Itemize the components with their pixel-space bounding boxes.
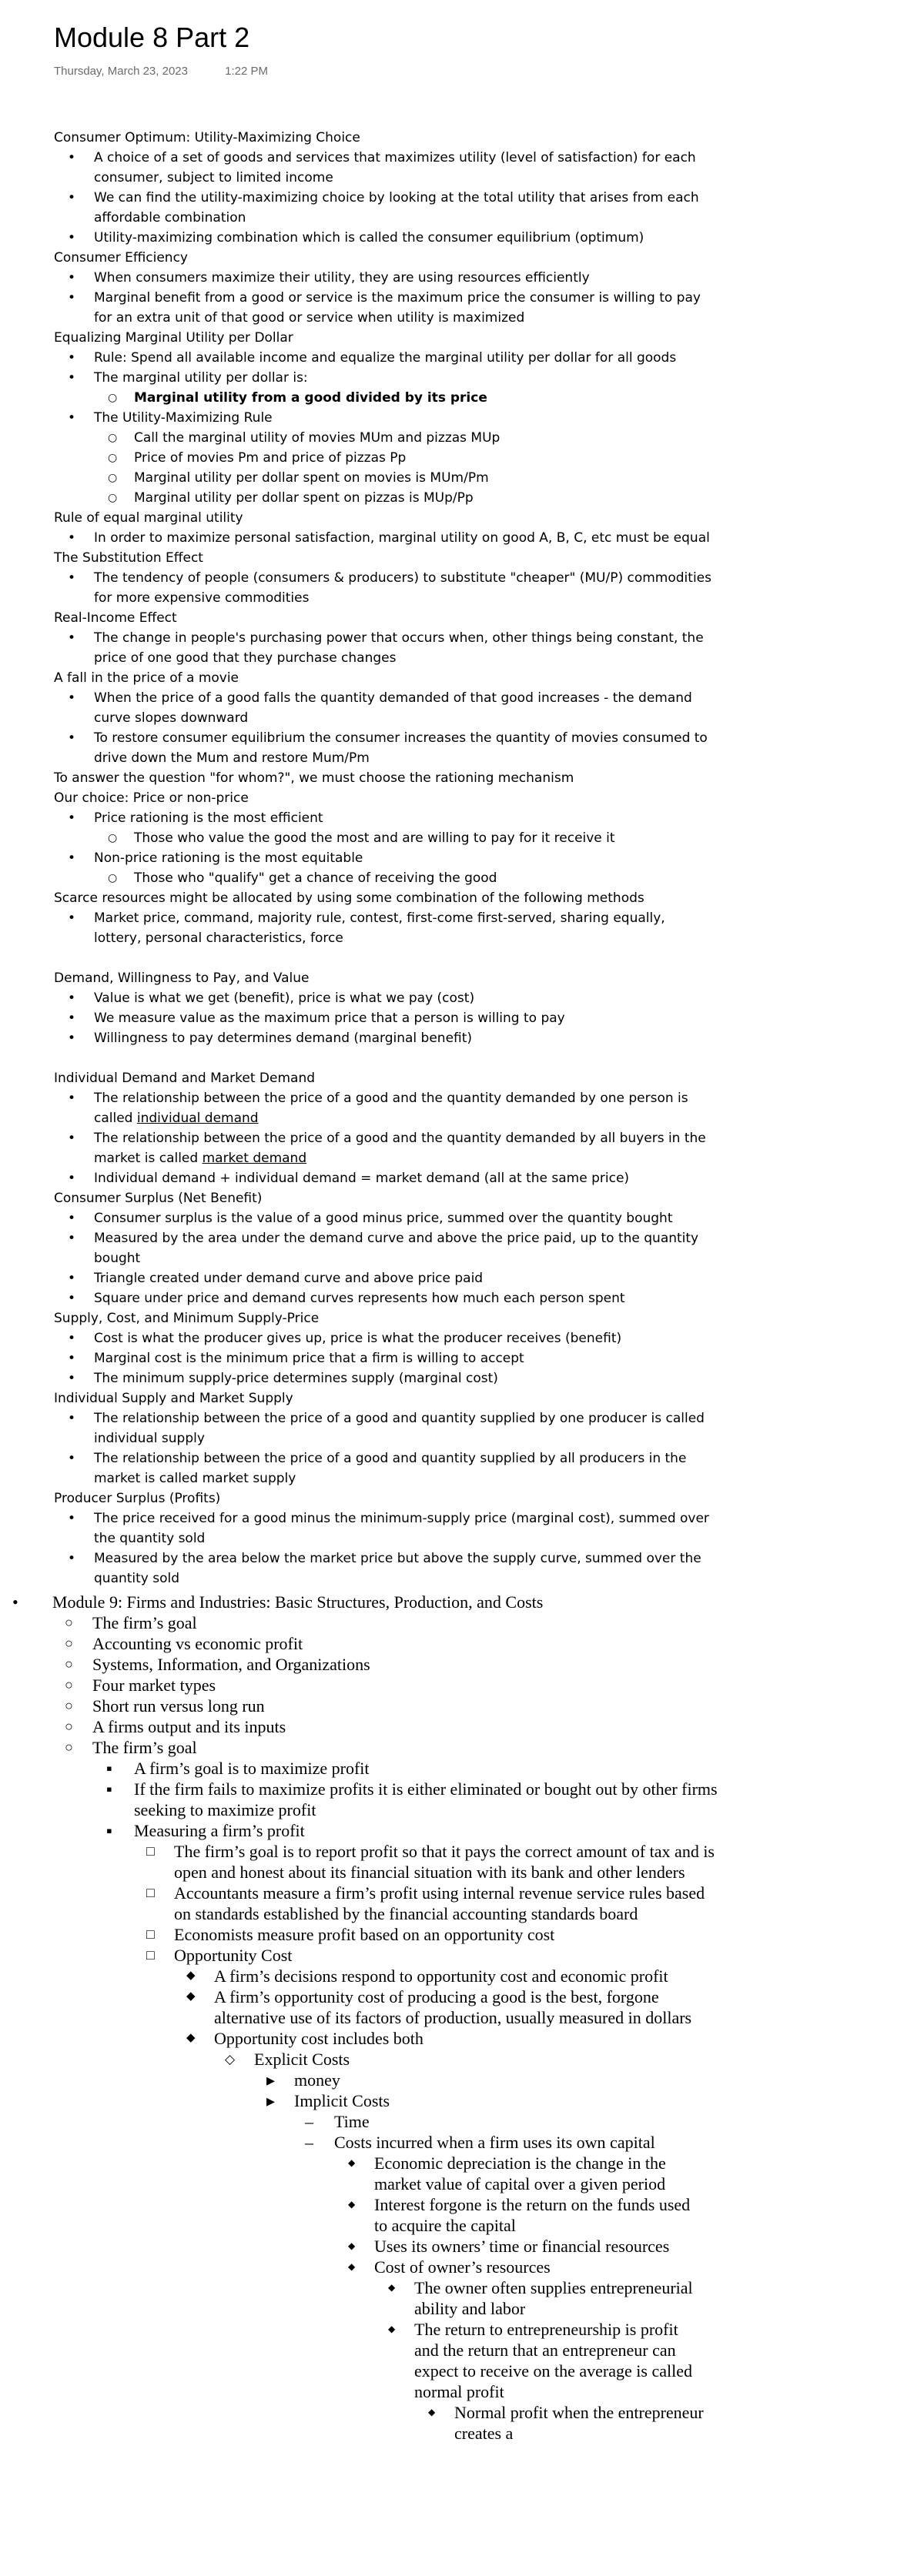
sub-bullet-list [94, 868, 716, 888]
outline-list [134, 1841, 724, 2444]
bullet-list [54, 808, 716, 888]
outline-list [8, 1592, 893, 2444]
outline-item: – Time [294, 2111, 724, 2132]
list-item-text: The relationship between the price of a good and the quantity demanded by one person is called [94, 1091, 688, 1126]
section-heading: Consumer Optimum: Utility-Maximizing Choice [54, 130, 360, 145]
outline-text: The return to entrepreneurship is profit and the return that an entrepreneur can expect to receive on the average is called normal profit [414, 2320, 692, 2401]
bullet-list [54, 988, 716, 1048]
outline-item: ○ Short run versus long run [52, 1696, 893, 1716]
outline-item: ◆ Economic depreciation is the change in the market value of capital over a given period [334, 2153, 696, 2194]
section-heading: Supply, Cost, and Minimum Supply-Price [54, 1311, 320, 1326]
outline-text: Opportunity Cost [174, 1946, 293, 1965]
list-item: ○ Marginal utility per dollar spent on pizzas is MUp/Pp [94, 488, 716, 508]
list-item [54, 848, 716, 888]
list-item: • Cost is what the producer gives up, price is what the producer receives (benefit) [54, 1328, 716, 1348]
list-item: • We measure value as the maximum price that a person is willing to pay [54, 1008, 716, 1028]
section-heading: A fall in the price of a movie [54, 670, 239, 686]
list-item: • To restore consumer equilibrium the consumer increases the quantity of movies consumed to drive down the Mum and restore Mum/Pm [54, 728, 716, 768]
outline-item [334, 2257, 704, 2444]
list-item: • Value is what we get (benefit), price is what we pay (cost) [54, 988, 716, 1008]
outline-item: □ The firm’s goal is to report profit so that it pays the correct amount of tax and is open and honest about its financial situation with its bank and other lenders [134, 1841, 724, 1883]
outline-item: ▪ If the firm fails to maximize profits it is either eliminated or bought out by other firms seeking to maximize profit [92, 1779, 724, 1820]
bullet-list [54, 568, 716, 608]
outline-list [52, 1612, 893, 2444]
bullet-list [54, 908, 716, 948]
notes-outline[interactable] [54, 128, 716, 1589]
outline-list [334, 2153, 704, 2444]
bullet-list [54, 1088, 716, 1188]
outline-item: ◆ A firm’s opportunity cost of producing a good is the best, forgone alternative use of its factors of production, usually measured in dollars [174, 1986, 724, 2028]
list-item: • Rule: Spend all available income and equalize the marginal utility per dollar for all goods [54, 348, 716, 368]
list-item: • The tendency of people (consumers & producers) to substitute "cheaper" (MU/P) commodities for more expensive commodities [54, 568, 716, 608]
list-item-text: Non-price rationing is the most equitable [94, 850, 363, 866]
outline-item: ○ A firms output and its inputs [52, 1716, 893, 1737]
outline-item: ◆ The owner often supplies entrepreneurial ability and labor [374, 2277, 698, 2319]
list-item [54, 368, 716, 408]
list-item-text: The relationship between the price of a good and the quantity demanded by all buyers in the market is called [94, 1131, 706, 1166]
list-item: • Square under price and demand curves represents how much each person spent [54, 1288, 716, 1308]
list-item [54, 1128, 716, 1168]
section-heading: Demand, Willingness to Pay, and Value [54, 971, 310, 986]
list-item: • The price received for a good minus the minimum-supply price (marginal cost), summed over the quantity sold [54, 1509, 716, 1549]
outline-item: ◆ Interest forgone is the return on the funds used to acquire the capital [334, 2194, 696, 2236]
outline-text: Measuring a firm’s profit [134, 1821, 305, 1840]
outline-item [8, 1592, 893, 2444]
outline-item: ○ The firm’s goal [52, 1612, 893, 1633]
list-item: • Consumer surplus is the value of a good minus price, summed over the quantity bought [54, 1208, 716, 1228]
outline-item: ○ Four market types [52, 1675, 893, 1696]
bullet-list [54, 268, 716, 328]
outline-text: The firm’s goal [92, 1738, 197, 1757]
section-heading: Consumer Efficiency [54, 250, 188, 266]
outline-item [92, 1820, 724, 2444]
section-heading: Individual Supply and Market Supply [54, 1391, 293, 1406]
outline-list [374, 2277, 704, 2444]
page-title[interactable]: Module 8 Part 2 [54, 22, 250, 53]
page-time: 1:22 PM [225, 65, 269, 78]
section-heading: The Substitution Effect [54, 550, 203, 566]
list-item: • Triangle created under demand curve and above price paid [54, 1268, 716, 1288]
list-item: ○ Those who value the good the most and are willing to pay for it receive it [94, 828, 716, 848]
bullet-list [54, 348, 716, 508]
section-heading: Consumer Surplus (Net Benefit) [54, 1191, 263, 1206]
outline-item: ◆ Normal profit when the entrepreneur creates a [414, 2402, 715, 2444]
list-item: • Individual demand + individual demand = market demand (all at the same price) [54, 1168, 716, 1188]
list-item-text: The marginal utility per dollar is: [94, 370, 308, 386]
bullet-list [54, 1408, 716, 1488]
list-item: ○ Marginal utility per dollar spent on movies is MUm/Pm [94, 468, 716, 488]
list-item: • Willingness to pay determines demand (marginal benefit) [54, 1028, 716, 1048]
outline-text: Opportunity cost includes both [214, 2029, 424, 2048]
list-item: • In order to maximize personal satisfaction, marginal utility on good A, B, C, etc must be equal [54, 528, 716, 548]
list-item: • A choice of a set of goods and services that maximizes utility (level of satisfaction) for each consumer, subject to limited income [54, 148, 716, 188]
blank-line [54, 948, 716, 968]
outline-list [414, 2402, 715, 2444]
outline-list [92, 1758, 724, 2444]
outline-item [174, 2028, 724, 2444]
list-item: • Measured by the area below the market price but above the supply curve, summed over the quantity sold [54, 1549, 716, 1589]
list-item: • Marginal cost is the minimum price that a firm is willing to accept [54, 1348, 716, 1368]
list-item [54, 408, 716, 508]
outline-item: ◆ A firm’s decisions respond to opportunity cost and economic profit [174, 1966, 724, 1986]
list-item: ○ Price of movies Pm and price of pizzas Pp [94, 448, 716, 468]
underlined-term: market demand [202, 1151, 307, 1166]
outline-heading: Module 9: Firms and Industries: Basic Structures, Production, and Costs [52, 1592, 544, 1612]
list-item: • The relationship between the price of a good and quantity supplied by one producer is called individual supply [54, 1408, 716, 1448]
outline-item [134, 1945, 724, 2444]
list-item: ○ Call the marginal utility of movies MUm and pizzas MUp [94, 428, 716, 448]
module9-outline[interactable] [8, 1592, 893, 2444]
list-item [54, 1088, 716, 1128]
outline-list [254, 2070, 724, 2444]
page-date-time [54, 65, 268, 78]
outline-item [52, 1737, 893, 2444]
bullet-list [54, 1509, 716, 1589]
sub-bullet-list [94, 428, 716, 508]
bullet-list [54, 1208, 716, 1308]
section-heading: Real-Income Effect [54, 610, 177, 626]
outline-item: ▸ money [254, 2070, 724, 2090]
outline-item [294, 2132, 724, 2444]
outline-item: ○ Accounting vs economic profit [52, 1633, 893, 1654]
list-item: • Measured by the area under the demand curve and above the price paid, up to the quantity bought [54, 1228, 716, 1268]
outline-list [214, 2049, 724, 2444]
list-item [54, 808, 716, 848]
list-item: • The minimum supply-price determines supply (marginal cost) [54, 1368, 716, 1388]
bullet-list [54, 148, 716, 248]
list-item-text: The Utility-Maximizing Rule [94, 410, 273, 426]
page-date: Thursday, March 23, 2023 [54, 65, 188, 78]
section-heading: Scarce resources might be allocated by using some combination of the following methods [54, 890, 644, 906]
list-item: • When consumers maximize their utility, they are using resources efficiently [54, 268, 716, 288]
outline-text: Implicit Costs [294, 2091, 390, 2110]
sub-bullet-list [94, 828, 716, 848]
list-item-text: Price rationing is the most efficient [94, 810, 323, 826]
list-item: • Market price, command, majority rule, contest, first-come first-served, sharing equally, lottery, personal characteristics, force [54, 908, 716, 948]
outline-item: ▪ A firm’s goal is to maximize profit [92, 1758, 724, 1779]
outline-item [374, 2319, 704, 2444]
list-item: • The change in people's purchasing power that occurs when, other things being constant, the price of one good that they purchase changes [54, 628, 716, 668]
outline-list [174, 1966, 724, 2444]
outline-item: ○ Systems, Information, and Organizations [52, 1654, 893, 1675]
outline-text: Cost of owner’s resources [374, 2257, 551, 2277]
list-item: ○ Those who "qualify" get a chance of receiving the good [94, 868, 716, 888]
bullet-list [54, 1328, 716, 1388]
list-item: • Marginal benefit from a good or service is the maximum price the consumer is willing to pay for an extra unit of that good or service when utility is maximized [54, 288, 716, 328]
list-item: • When the price of a good falls the quantity demanded of that good increases - the demand curve slopes downward [54, 688, 716, 728]
outline-item: ◆ Uses its owners’ time or financial resources [334, 2236, 696, 2257]
list-item: • Utility-maximizing combination which is called the consumer equilibrium (optimum) [54, 228, 716, 248]
section-heading: Equalizing Marginal Utility per Dollar [54, 330, 293, 346]
bullet-list [54, 628, 716, 668]
outline-item: □ Accountants measure a firm’s profit using internal revenue service rules based on standards established by the financial accounting standards board [134, 1883, 724, 1924]
outline-item: □ Economists measure profit based on an opportunity cost [134, 1924, 724, 1945]
bullet-list [54, 688, 716, 768]
outline-item [214, 2049, 724, 2444]
list-item: • The relationship between the price of a good and quantity supplied by all producers in the market is called market supply [54, 1448, 716, 1488]
bullet-list [54, 528, 716, 548]
outline-list [294, 2111, 724, 2444]
outline-item [254, 2090, 724, 2444]
list-item: ○ Marginal utility from a good divided by its price [94, 388, 716, 408]
outline-text: Explicit Costs [254, 2050, 350, 2069]
note-line: To answer the question "for whom?", we must choose the rationing mechanism [54, 770, 574, 786]
underlined-term: individual demand [136, 1111, 259, 1126]
list-item: • We can find the utility-maximizing choice by looking at the total utility that arises from each affordable combination [54, 188, 716, 228]
section-heading: Our choice: Price or non-price [54, 790, 249, 806]
outline-text: Costs incurred when a firm uses its own capital [334, 2133, 655, 2152]
section-heading: Rule of equal marginal utility [54, 510, 243, 526]
section-heading: Individual Demand and Market Demand [54, 1071, 316, 1086]
sub-bullet-list [94, 388, 716, 408]
section-heading: Producer Surplus (Profits) [54, 1491, 221, 1506]
blank-line [54, 1048, 716, 1068]
